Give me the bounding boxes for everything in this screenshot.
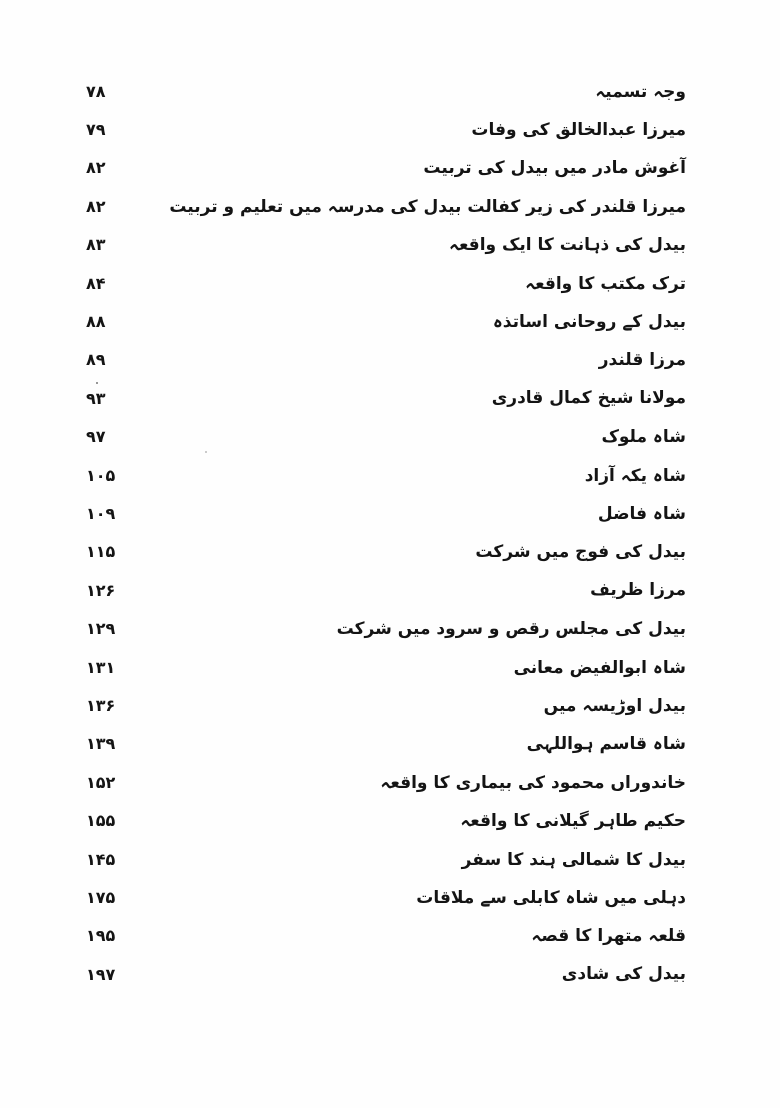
- toc-page-number: ۹۷: [86, 427, 106, 447]
- toc-page-number: ۸۲: [86, 158, 106, 178]
- toc-entry: [86, 379, 686, 417]
- toc-entry: [86, 418, 686, 456]
- toc-entry: [86, 801, 686, 839]
- toc-entry: [86, 226, 686, 264]
- toc-entry-title: خاندوراں محمود کی بیماری کا واقعہ: [380, 772, 686, 793]
- toc-entry: [86, 110, 686, 148]
- toc-page-number: ۸۸: [86, 312, 106, 332]
- toc-entry: [86, 686, 686, 724]
- toc-page-number: ۷۹: [86, 120, 106, 140]
- toc-page-number: ۱۵۲: [86, 772, 116, 792]
- toc-entry: [86, 341, 686, 379]
- toc-entry: [86, 149, 686, 187]
- toc-entry-title: بیدل کی فوج میں شرکت: [475, 541, 686, 562]
- toc-entry: [86, 456, 686, 494]
- toc-entry: [86, 917, 686, 955]
- toc-entry: [86, 264, 686, 302]
- toc-page-number: ۱۵۵: [86, 811, 116, 831]
- toc-entry: [86, 494, 686, 532]
- toc-entry: [86, 725, 686, 763]
- toc-page-number: ۱۷۵: [86, 887, 116, 907]
- toc-entry-title: حکیم طاہر گیلانی کا واقعہ: [460, 811, 686, 832]
- toc-entry-title: آغوش مادر میں بیدل کی تربیت: [423, 157, 686, 178]
- toc-page-number: ۱۳۹: [86, 734, 116, 754]
- toc-entry-title: مرزا قلندر: [598, 349, 686, 370]
- toc-entry: [86, 533, 686, 571]
- toc-entry-title: شاہ ملوک: [601, 427, 686, 448]
- toc-entry-title: مرزا ظریف: [590, 580, 686, 601]
- toc-page-number: ۱۹۷: [86, 964, 116, 984]
- toc-entry-title: بیدل کی مجلس رقص و سرود میں شرکت: [336, 618, 686, 639]
- toc-entry: [86, 878, 686, 916]
- toc-entry-title: بیدل کا شمالی ہند کا سفر: [461, 849, 686, 870]
- toc-page-number: ۱۹۵: [86, 926, 116, 946]
- toc-page-number: ۱۳۶: [86, 695, 116, 715]
- toc-page-number: ۸۳: [86, 235, 106, 255]
- toc-entry: [86, 609, 686, 647]
- toc-entry-title: شاہ ابوالفیض معانی: [513, 657, 686, 678]
- toc-entry: [86, 763, 686, 801]
- toc-entry-title: بیدل کی شادی: [561, 964, 686, 985]
- toc-entry-title: میرزا قلندر کی زیر کفالت بیدل کی مدرسہ میں تعلیم و تربیت: [169, 196, 686, 217]
- toc-page-number: ۹۳: [86, 388, 106, 408]
- toc-page-number: ۸۲: [86, 196, 106, 216]
- toc-entry: [86, 955, 686, 993]
- toc-entry: [86, 187, 686, 225]
- toc-entry-title: شاہ قاسم ہواللہی: [526, 734, 686, 755]
- toc-entry: [86, 302, 686, 340]
- toc-page-number: ۸۴: [86, 273, 106, 293]
- toc-page-number: ۱۰۹: [86, 503, 116, 523]
- toc-entry: [86, 840, 686, 878]
- toc-page-number: ۱۳۱: [86, 657, 116, 677]
- toc-page-number: ۱۲۶: [86, 580, 116, 600]
- toc-entry-title: بیدل کی ذہانت کا ایک واقعہ: [449, 235, 686, 256]
- toc-page-number: ۷۸: [86, 81, 106, 101]
- toc-entry-title: قلعہ متھرا کا قصہ: [531, 926, 686, 947]
- toc-entry-title: میرزا عبدالخالق کی وفات: [471, 119, 686, 140]
- toc-entry-title: دہلی میں شاہ کابلی سے ملاقات: [416, 887, 686, 908]
- toc-entry-title: ترک مکتب کا واقعہ: [525, 273, 686, 294]
- toc-entry: [86, 72, 686, 110]
- toc-page-number: ۱۴۵: [86, 849, 116, 869]
- toc-entry-title: بیدل کے روحانی اساتذہ: [492, 312, 686, 333]
- toc-page-number: ۱۲۹: [86, 619, 116, 639]
- table-of-contents: [86, 72, 686, 993]
- toc-entry: [86, 571, 686, 609]
- toc-page-number: ۱۰۵: [86, 465, 116, 485]
- toc-entry-title: وجہ تسمیہ: [595, 81, 686, 102]
- toc-entry-title: بیدل اوڑیسہ میں: [543, 695, 686, 716]
- toc-entry-title: شاہ فاضل: [597, 503, 686, 524]
- toc-page-number: ۱۱۵: [86, 542, 116, 562]
- toc-entry-title: مولانا شیخ کمال قادری: [491, 388, 686, 409]
- toc-entry: [86, 648, 686, 686]
- toc-entry-title: شاہ یکہ آزاد: [584, 465, 686, 486]
- scan-speck: [96, 382, 98, 384]
- scan-speck: [205, 451, 207, 453]
- toc-page-number: ۸۹: [86, 350, 106, 370]
